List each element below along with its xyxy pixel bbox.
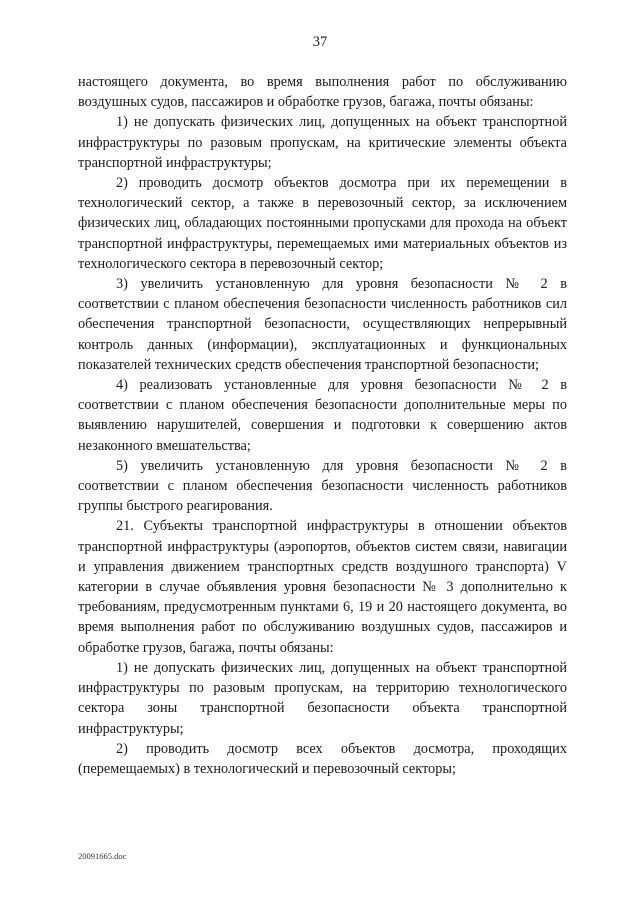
clause-21-item-2: 2) проводить досмотр всех объектов досмотра, проходящих (перемещаемых) в технологический и перевозочный секторы; [78, 740, 567, 777]
list-item-2: 2) проводить досмотр объектов досмотра при их перемещении в технологический сектор, а также в перевозочный сектор, за исключением физических лиц, обладающих постоянными пропусками для прохода на объект транспортной инфраструктуры, перемещаемых ими материальных объектов из технологического сектора в перевозочный сектор; [78, 175, 567, 272]
paragraph-continuation: настоящего документа, во время выполнения работ по обслуживанию воздушных судов, пассажиров и обработке грузов, багажа, почты обязаны: [78, 74, 567, 111]
list-item-5: 5) увеличить установленную для уровня безопасности № 2 в соответствии с планом обеспечения безопасности численность работников группы быстрого реагирования. [78, 457, 567, 515]
list-item-1: 1) не допускать физических лиц, допущенных на объект транспортной инфраструктуры по разовым пропускам, на критические элементы объекта транспортной инфраструктуры; [78, 114, 567, 171]
page-number: 37 [312, 34, 328, 50]
list-item-3: 3) увеличить установленную для уровня безопасности № 2 в соответствии с планом обеспечения безопасности численность работников сил обеспечения транспортной безопасности, осуществляющих непрерывный контроль данных (информации), эксплуатационных и функциональных показателей технических средств обеспечения транспортной безопасности; [78, 276, 567, 373]
footer-filename: 20091665.doc [78, 851, 127, 861]
clause-21-item-1: 1) не допускать физических лиц, допущенных на объект транспортной инфраструктуры по разовым пропускам, на территорию технологического сектора зоны транспортной безопасности объекта транспортной инфраструктуры; [78, 659, 567, 737]
list-item-4: 4) реализовать установленные для уровня безопасности № 2 в соответствии с планом обеспечения безопасности дополнительные меры по выявлению нарушителей, совершения и подготовки к совершению актов незаконного вмешательства; [78, 377, 567, 454]
clause-21: 21. Субъекты транспортной инфраструктуры в отношении объектов транспортной инфраструктуры (аэропортов, объектов систем связи, навигации и управления движением транспортных средств воздушного транспорта) V категории в случае объявления уровня безопасности № 3 дополнительно к требованиям, предусмотренным пунктами 6, 19 и 20 настоящего документа, во время выполнения работ по обслуживанию воздушных судов, пассажиров и обработке грузов, багажа, почты обязаны: [78, 518, 567, 656]
document-body [78, 72, 567, 779]
